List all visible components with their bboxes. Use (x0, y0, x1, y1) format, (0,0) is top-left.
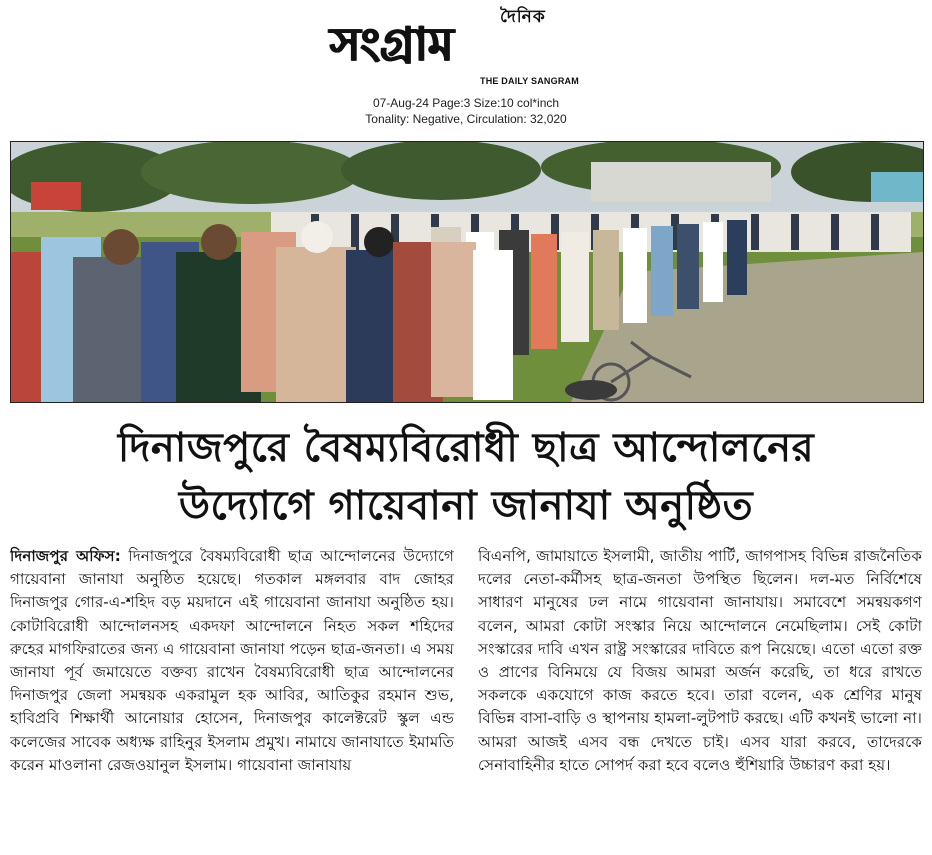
article-text-right: বিএনপি, জামায়াতে ইসলামী, জাতীয় পার্টি, জাগপাসহ বিভিন্ন রাজনৈতিক দলের নেতা-কর্মীসহ ছাত্র-জনতা উপস্থিত ছিলেন। দল-মত নির্বিশেষে সাধারণ মানুষের ঢল নামে গায়েবানা জানাযায়। সমাবেশে সমন্বয়কগণ বলেন, আমরা কোটা সংস্কার নিয়ে আন্দোলনে নেমেছিলাম। সেই কোটা সংস্কারের দাবি এখন রাষ্ট্র সংস্কারের দাবিতে রূপ নিয়েছে। এতো এতো রক্ত ও প্রাণের বিনিময়ে যে বিজয় আমরা অর্জন করেছি, তা ধরে রাখতে সকলকে একযোগে কাজ করতে হবে। তারা বলেন, এক শ্রেণির মানুষ বিভিন্ন বাসা-বাড়ি ও স্থাপনায় হামলা-লুটপাট করছে। এটি কখনই ভালো না। আমরা আজই এসব বন্ধ দেখতে চাই। এসব যারা করবে, তাদেরকে সেনাবাহিনীর হাতে সোপর্দ করা হবে বলেও হুঁশিয়ারি উচ্চারণ করা হয়। (478, 547, 922, 774)
masthead (0, 0, 932, 135)
news-photo (10, 141, 924, 403)
prayer-gathering-photo (11, 142, 923, 402)
article-paragraph-left (10, 545, 454, 777)
logo-english-text: THE DAILY SANGRAM (480, 76, 579, 86)
logo-small-text: দৈনিক (500, 7, 546, 27)
article-text-left: দিনাজপুরে বৈষম্যবিরোধী ছাত্র আন্দোলনের উদ্যোগে গায়েবানা জানাযা অনুষ্ঠিত হয়েছে। গতকাল মঙ্গলবার বাদ জোহর দিনাজপুর গোর-এ-শহিদ বড় ময়দানে এই গায়েবানা জানাযা অনুষ্ঠিত হয়। কোটাবিরোধী আন্দোলনসহ একদফা আন্দোলনে নিহত সকল শহিদের রুহের মাগফিরাতের জন্য এ গায়েবানা জানাযা পড়েন ছাত্র-জনতা। এ সময় জানাযা পূর্ব জমায়েতে বক্তব্য রাখেন বৈষম্যবিরোধী ছাত্র আন্দোলনের দিনাজপুর জেলা সমন্বয়ক একরামুল হক আবির, আতিকুর রহমান শুভ, হাবিপ্রবি শিক্ষার্থী আনোয়ার হোসেন, দিনাজপুর কালেক্টরেট স্কুল এন্ড কলেজের সাবেক অধ্যক্ষ রাহিনুর ইসলাম প্রমুখ। নামাযে জানাযাতে ইমামতি করেন মাওলানা রেজওয়ানুল ইসলাম। গায়েবানা জানাযায় (10, 547, 454, 774)
clip-info: 07-Aug-24 Page:3 Size:10 col*inch (372, 96, 560, 110)
article-column-left (10, 545, 454, 850)
clip-info-tonality: Tonality: Negative, Circulation: 32,020 (365, 112, 567, 126)
article-column-right (478, 545, 922, 850)
headline-line-1: দিনাজপুরে বৈষম্যবিরোধী ছাত্র আন্দোলনের (117, 425, 815, 471)
headline-line-2: উদ্যোগে গায়েবানা জানাযা অনুষ্ঠিত (178, 483, 754, 529)
newspaper-logo (330, 4, 610, 84)
logo-big-text: সংগ্রাম (330, 17, 454, 71)
article-paragraph-right (478, 545, 922, 777)
article-dateline: দিনাজপুর অফিস: (10, 547, 121, 565)
